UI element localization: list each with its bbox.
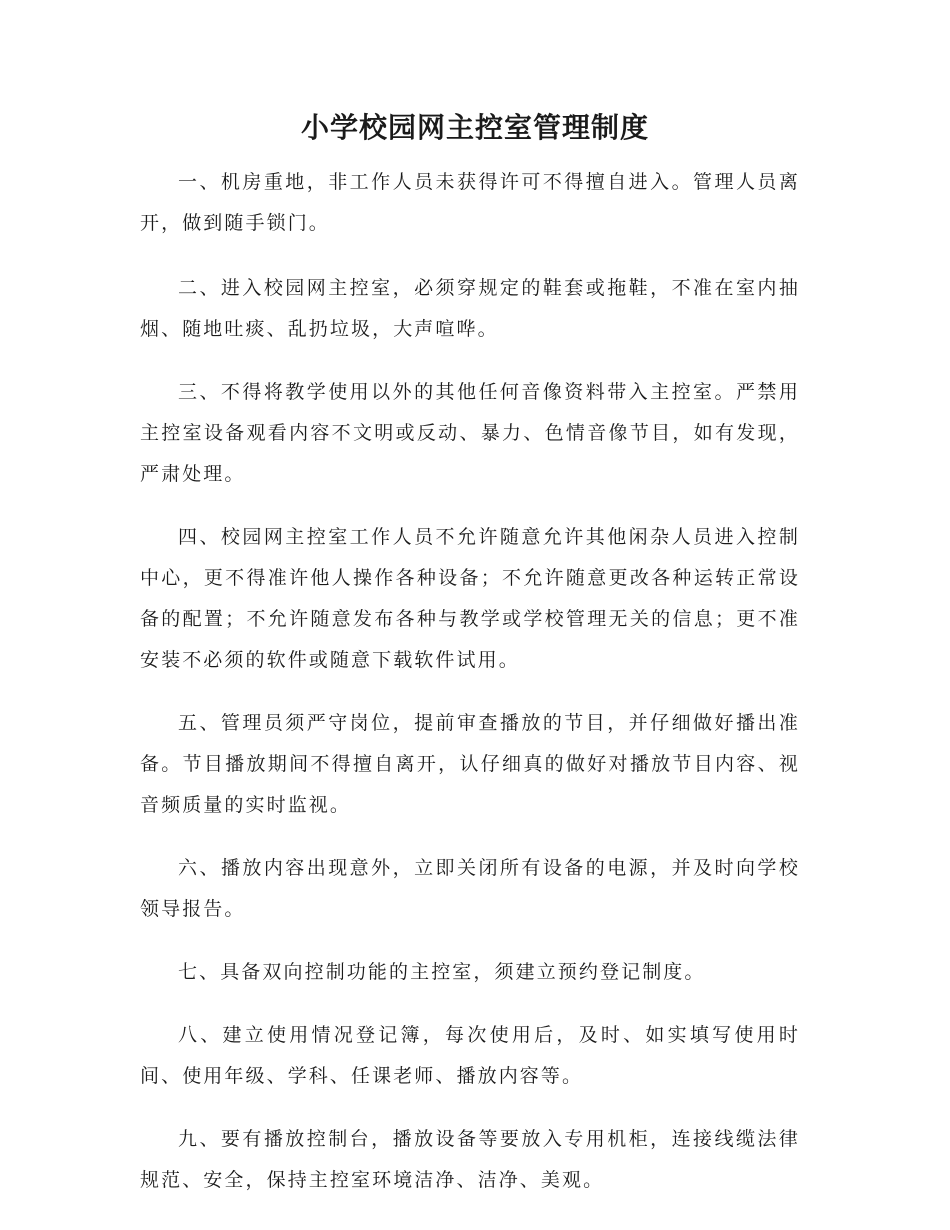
paragraph-9: 九、要有播放控制台，播放设备等要放入专用机柜，连接线缆法律规范、安全，保持主控室环境洁净、洁净、美观。 <box>140 1128 800 1191</box>
document-body <box>140 162 800 1223</box>
paragraph-8: 八、建立使用情况登记簿，每次使用后，及时、如实填写使用时间、使用年级、学科、任课老师、播放内容等。 <box>140 1024 800 1087</box>
document-title: 小学校园网主控室管理制度 <box>300 111 649 144</box>
paragraph-7: 七、具备双向控制功能的主控室，须建立预约登记制度。 <box>178 961 706 983</box>
paragraph-5: 五、管理员须严守岗位，提前审查播放的节目，并仔细做好播出准备。节目播放期间不得擅自离开，认仔细真的做好对播放节目内容、视音频质量的实时监视。 <box>140 712 800 816</box>
paragraph-4: 四、校园网主控室工作人员不允许随意允许其他闲杂人员进入控制中心，更不得准许他人操作各种设备；不允许随意更改各种运转正常设备的配置；不允许随意发布各种与教学或学校管理无关的信息；更不准安装不必须的软件或随意下载软件试用。 <box>140 526 800 671</box>
paragraph-1: 一、机房重地，非工作人员未获得许可不得擅自进入。管理人员离开，做到随手锁门。 <box>140 171 800 234</box>
paragraph-2: 二、进入校园网主控室，必须穿规定的鞋套或拖鞋，不准在室内抽烟、随地吐痰、乱扔垃圾，大声喧哗。 <box>140 277 800 340</box>
paragraph-3: 三、不得将教学使用以外的其他任何音像资料带入主控室。严禁用主控室设备观看内容不文明或反动、暴力、色情音像节目，如有发现，严肃处理。 <box>140 381 800 485</box>
paragraph-6: 六、播放内容出现意外，立即关闭所有设备的电源，并及时向学校领导报告。 <box>140 857 800 920</box>
